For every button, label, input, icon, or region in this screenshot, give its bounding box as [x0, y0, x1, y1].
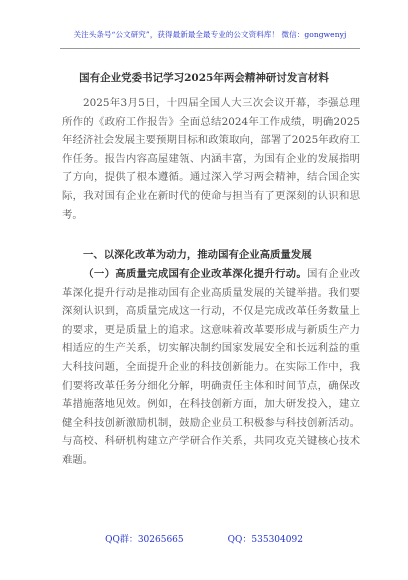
subsection-paragraph-1 [62, 265, 360, 470]
header-notice: 关注头条号“公文研究”，获得最新最全最专业的公文资料库！ 微信：gongwenyj [73, 29, 347, 39]
subsection-body-1: 国有企业改革深化提升行动是推动国有企业高质量发展的关键举措。我们要深刻认识到，高质量完成这一行动，不仅是完成改革任务数量上的要求，更是质量上的追求。这意味着改革要形成与新质生产力相适应的生产关系，切实解决制约国家发展安全和长远利益的重大科技问题，全面提升企业的科技创新能力。在实际工作中，我们要将改革任务分细化分解，明确责任主体和时间节点，确保改革措施落地见效。例如，在科技创新方面，加大研发投入，建立健全科技创新激励机制，鼓励企业员工积极参与科技创新活动。与高校、科研机构建立产学研合作关系，共同攻克关键核心技术难题。 [62, 268, 361, 466]
intro-text: 2025年3月5日，十四届全国人大三次会议开幕，李强总理所作的《政府工作报告》全面总结2024年工作成绩，明确2025年经济社会发展主要预期目标和政策取向，部署了2025年政府工作任务。报告内容高屋建瓴、内涵丰富，为国有企业的发展指明了方向，提供了根本遵循。通过深入学习两会精神，结合国企实际，我对国有企业在新时代的使命与担当有了更深刻的认识和思考。 [62, 97, 360, 221]
footer-contacts [0, 532, 408, 545]
section-heading-1 [62, 246, 360, 265]
section-heading-1-text: 一、以深化改革为动力，推动国有企业高质量发展 [83, 249, 312, 261]
footer-qq: QQ：535304092 [227, 535, 303, 545]
intro-paragraph [62, 94, 360, 224]
footer-qq-group: QQ群：30265665 [105, 535, 184, 545]
subsection-heading-1: （一）高质量完成国有企业改革深化提升行动。 [83, 268, 307, 280]
header-banner [60, 20, 360, 49]
document-title: 国有企业党委书记学习2025年两会精神研讨发言材料 [79, 72, 329, 84]
